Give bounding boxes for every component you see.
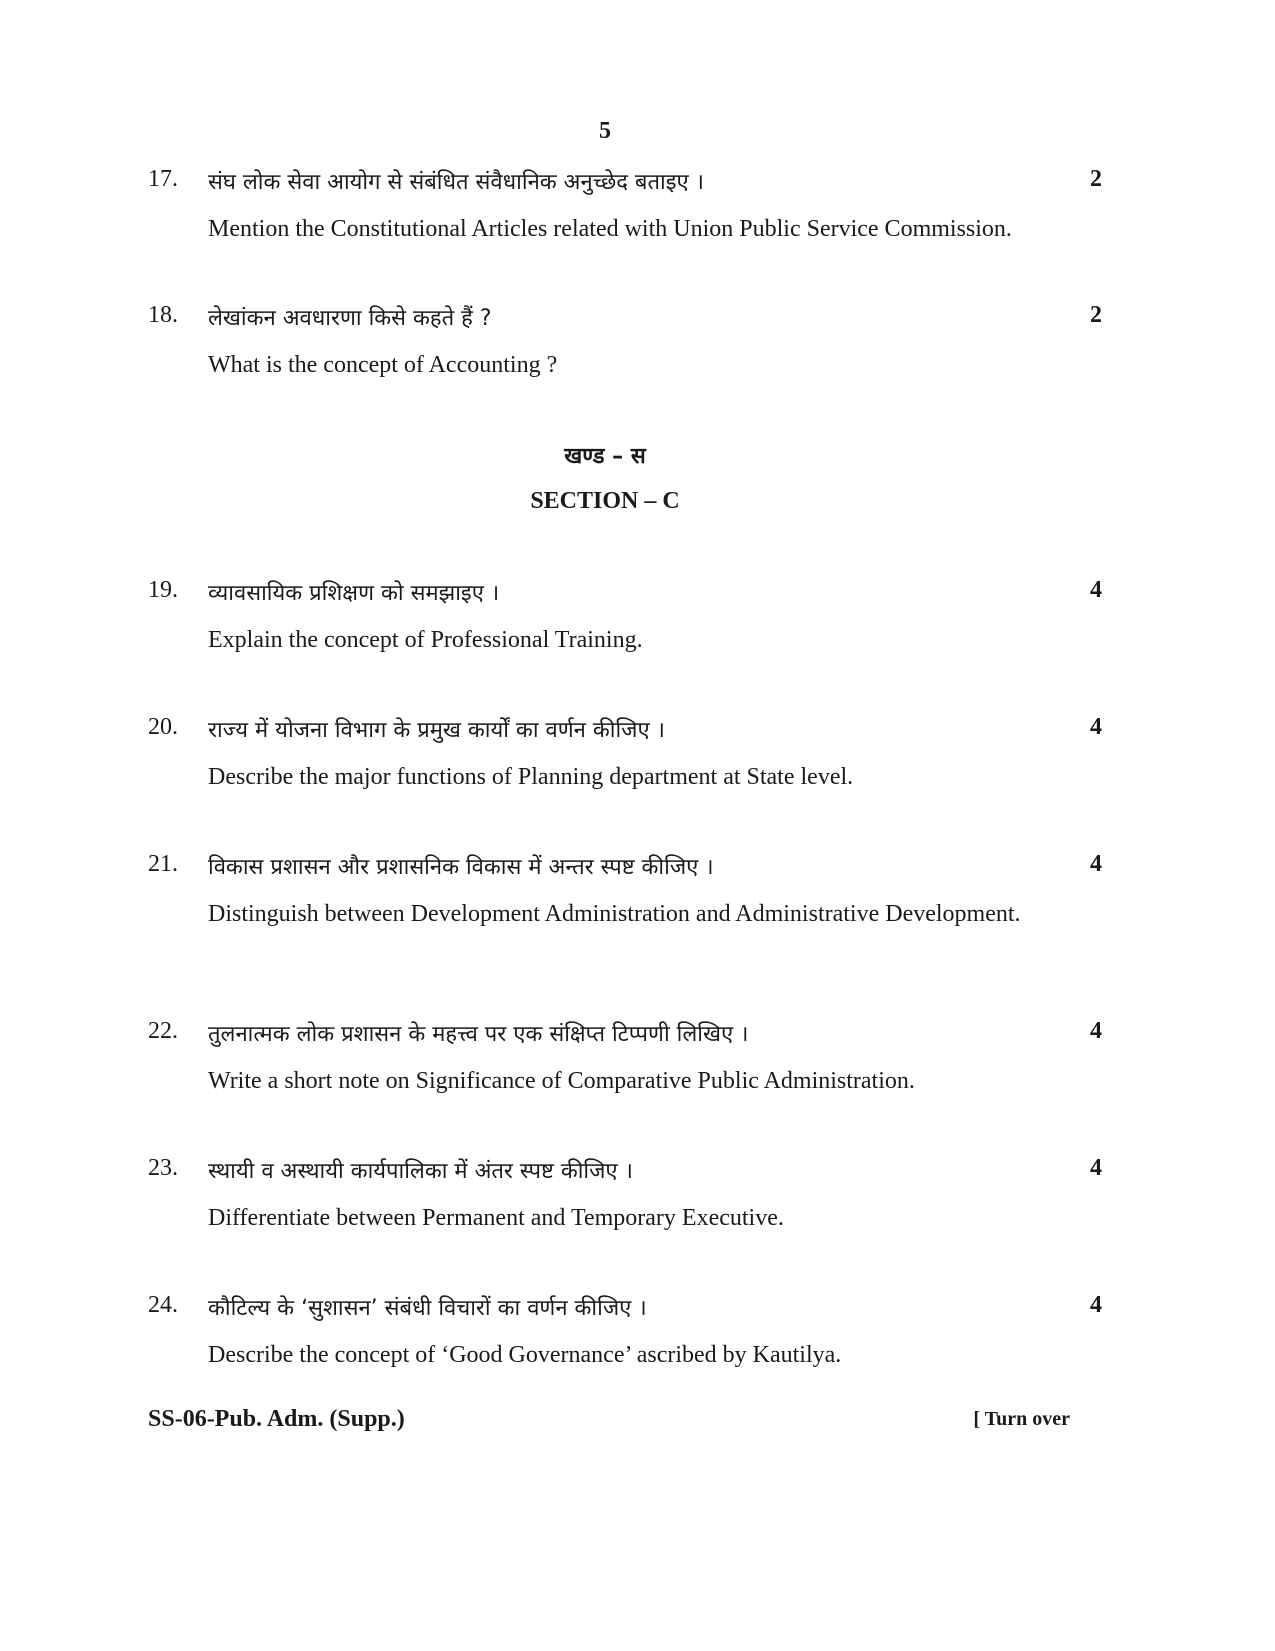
question-text-english: Describe the major functions of Planning department at State level.: [208, 764, 854, 790]
question-header: [148, 1155, 1120, 1189]
question-header: [148, 851, 1120, 885]
question-marks: 4: [1090, 714, 1102, 740]
paper-code: SS-06-Pub. Adm. (Supp.): [148, 1406, 405, 1432]
question-header: [148, 302, 1120, 336]
question-18: [148, 302, 1120, 380]
question-marks: 4: [1090, 851, 1102, 877]
question-text-hindi: संघ लोक सेवा आयोग से संबंधित संवैधानिक अनुच्छेद बताइए ।: [208, 170, 704, 195]
question-number: 23.: [148, 1155, 178, 1181]
question-text-english: What is the concept of Accounting ?: [208, 352, 558, 378]
question-marks: 4: [1090, 577, 1102, 603]
question-number: 18.: [148, 302, 178, 328]
question-header: [148, 1292, 1120, 1326]
question-text-english: Mention the Constitutional Articles related with Union Public Service Commission.: [208, 216, 1012, 242]
question-header: [148, 166, 1120, 200]
question-19: [148, 577, 1120, 655]
question-text-english: Write a short note on Significance of Comparative Public Administration.: [208, 1068, 915, 1094]
question-17: [148, 166, 1120, 244]
turn-over-label: [ Turn over: [973, 1408, 1070, 1430]
question-text-hindi: तुलनात्मक लोक प्रशासन के महत्त्व पर एक संक्षिप्त टिप्पणी लिखिए ।: [208, 1022, 749, 1047]
question-text-english: Explain the concept of Professional Training.: [208, 627, 643, 653]
question-text-hindi: विकास प्रशासन और प्रशासनिक विकास में अन्तर स्पष्ट कीजिए ।: [208, 855, 714, 880]
question-20: [148, 714, 1120, 792]
question-text-hindi: लेखांकन अवधारणा किसे कहते हैं ?: [208, 306, 492, 331]
question-text-hindi: कौटिल्य के ‘सुशासन’ संबंधी विचारों का वर्णन कीजिए ।: [208, 1296, 647, 1321]
question-marks: 4: [1090, 1155, 1102, 1181]
question-header: [148, 1018, 1120, 1052]
section-title-english: SECTION – C: [530, 488, 680, 514]
question-number: 21.: [148, 851, 178, 877]
question-text-hindi: राज्य में योजना विभाग के प्रमुख कार्यों का वर्णन कीजिए ।: [208, 718, 665, 743]
question-text-hindi: व्यावसायिक प्रशिक्षण को समझाइए ।: [208, 581, 500, 606]
question-number: 20.: [148, 714, 178, 740]
question-23: [148, 1155, 1120, 1233]
question-marks: 2: [1090, 166, 1102, 192]
question-text-english: Differentiate between Permanent and Temporary Executive.: [208, 1205, 784, 1231]
section-title-hindi: खण्ड – स: [564, 444, 646, 469]
question-marks: 4: [1090, 1292, 1102, 1318]
question-22: [148, 1018, 1120, 1096]
question-text-hindi: स्थायी व अस्थायी कार्यपालिका में अंतर स्पष्ट कीजिए ।: [208, 1159, 633, 1184]
question-number: 22.: [148, 1018, 178, 1044]
question-text-english: Distinguish between Development Administration and Administrative Development.: [208, 901, 1021, 927]
question-text-english: Describe the concept of ‘Good Governance’ ascribed by Kautilya.: [208, 1342, 842, 1368]
question-number: 17.: [148, 166, 178, 192]
question-header: [148, 714, 1120, 748]
question-21: [148, 851, 1120, 929]
question-marks: 4: [1090, 1018, 1102, 1044]
question-header: [148, 577, 1120, 611]
question-number: 19.: [148, 577, 178, 603]
question-marks: 2: [1090, 302, 1102, 328]
question-number: 24.: [148, 1292, 178, 1318]
question-24: [148, 1292, 1120, 1370]
page-number: 5: [599, 118, 611, 144]
